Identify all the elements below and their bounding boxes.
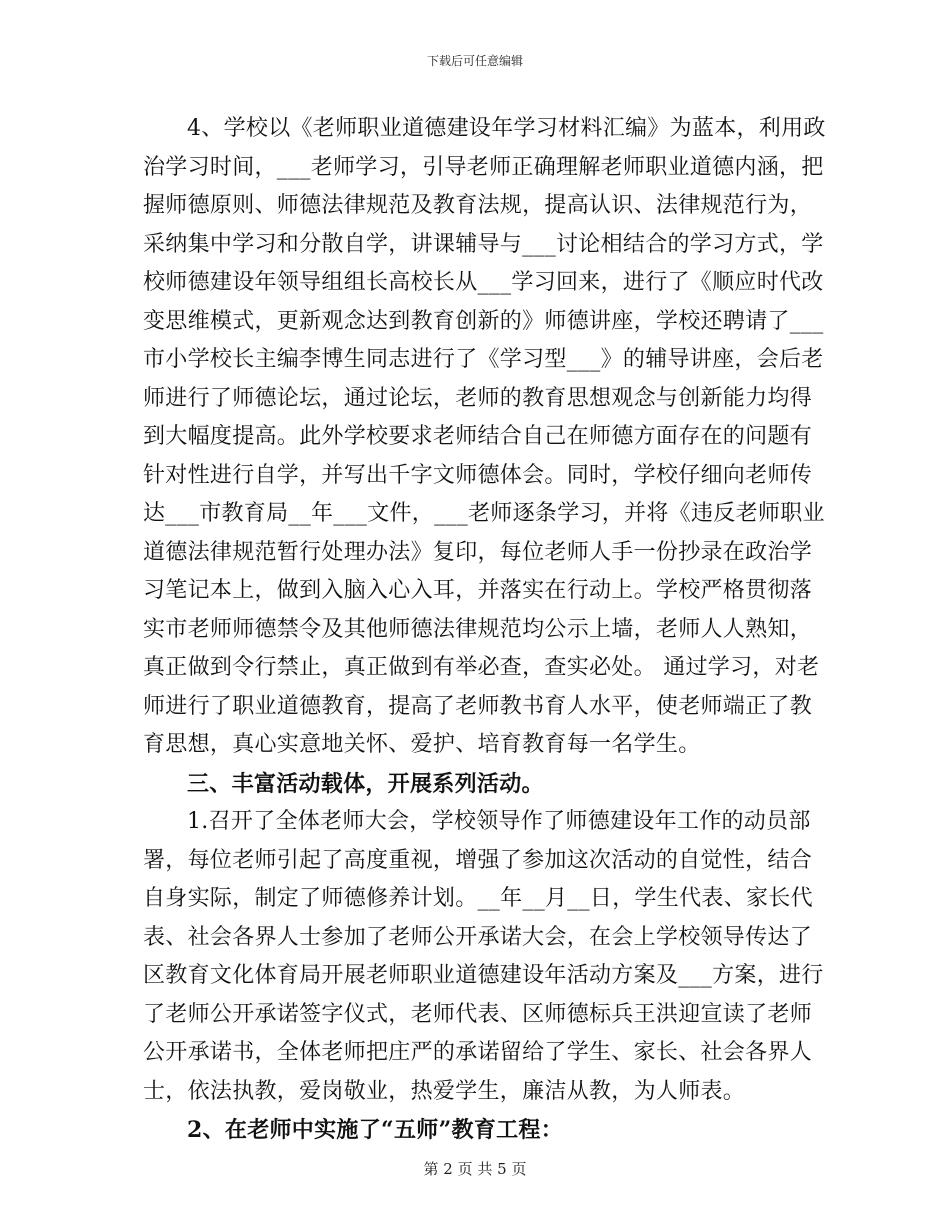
item-1-line-1: 1.召开了全体老师大会，学校领导作了师德建设年工作的动员部 xyxy=(187,809,811,834)
section-heading-3: 三、丰富活动载体，开展系列活动。 xyxy=(187,770,544,797)
item-1-line-6: 了老师公开承诺签字仪式，老师代表、区师德标兵王洪迎宣读了老师 xyxy=(143,1001,813,1027)
item-1-line-5: 区教育文化体育局开展老师职业道德建设年活动方案及___方案，进行 xyxy=(143,963,824,988)
paragraph-4-line-17: 育思想，真心实意地关怀、爱护、培育教育每一名学生。 xyxy=(143,732,701,757)
page-number-footer: 第 2 页 共 5 页 xyxy=(423,1160,527,1178)
paragraph-4-line-4: 采纳集中学习和分散自学，讲课辅导与___讨论相结合的学习方式，学 xyxy=(143,231,824,257)
item-1-line-4: 表、社会各界人士参加了老师公开承诺大会，在会上学校领导传达了 xyxy=(143,924,813,950)
item-1-line-7: 公开承诺书，全体老师把庄严的承诺留给了学生、家长、社会各界人 xyxy=(143,1040,813,1065)
paragraph-4-line-11: 达___市教育局__年___文件，___老师逐条学习，并将《违反老师职业 xyxy=(143,501,825,526)
item-2-heading: 2、在老师中实施了“五师”教育工程： xyxy=(187,1117,564,1143)
paragraph-4-line-14: 实市老师师德禁令及其他师德法律规范均公示上墙，老师人人熟知， xyxy=(143,616,813,642)
paragraph-4-line-8: 师进行了师德论坛，通过论坛，老师的教育思想观念与创新能力均得 xyxy=(143,385,813,411)
document-body xyxy=(143,110,826,1150)
paragraph-4-line-13: 习笔记本上，做到入脑入心入耳，并落实在行动上。学校严格贯彻落 xyxy=(143,578,813,603)
paragraph-4-line-15: 真正做到令行禁止，真正做到有举必查，查实必处。 通过学习，对老 xyxy=(143,655,820,680)
item-1-line-3: 自身实际，制定了师德修养计划。__年__月__日，学生代表、家长代 xyxy=(143,886,813,911)
paragraph-4-line-10: 针对性进行自学，并写出千字文师德体会。同时，学校仔细向老师传 xyxy=(143,462,813,488)
item-1-line-8: 士，依法执教，爱岗敬业，热爱学生，廉洁从教，为人师表。 xyxy=(143,1078,746,1104)
paragraph-4-line-7: 市小学校长主编李博生同志进行了《学习型___》的辅导讲座，会后老 xyxy=(143,347,824,372)
paragraph-4-line-9: 到大幅度提高。此外学校要求老师结合自己在师德方面存在的问题有 xyxy=(143,424,813,449)
paragraph-4-line-5: 校师德建设年领导组组长高校长从___学习回来，进行了《顺应时代改 xyxy=(143,270,824,295)
page-header: 下载后可任意编辑 xyxy=(426,54,523,68)
paragraph-4-line-1: 4、学校以《老师职业道德建设年学习材料汇编》为蓝本，利用政 xyxy=(187,116,826,141)
paragraph-4-line-6: 变思维模式，更新观念达到教育创新的》师德讲座，学校还聘请了___ xyxy=(143,308,824,334)
paragraph-4-line-3: 握师德原则、师德法律规范及教育法规，提高认识、法律规范行为， xyxy=(143,193,813,218)
paragraph-4-line-16: 师进行了职业道德教育，提高了老师教书育人水平，使老师端正了教 xyxy=(143,693,813,719)
item-1-line-2: 署，每位老师引起了高度重视，增强了参加这次活动的自觉性，结合 xyxy=(143,847,813,873)
paragraph-4-line-2: 治学习时间，___老师学习，引导老师正确理解老师职业道德内涵，把 xyxy=(143,154,824,180)
paragraph-4-line-12: 道德法律规范暂行处理办法》复印，每位老师人手一份抄录在政治学 xyxy=(143,539,813,565)
